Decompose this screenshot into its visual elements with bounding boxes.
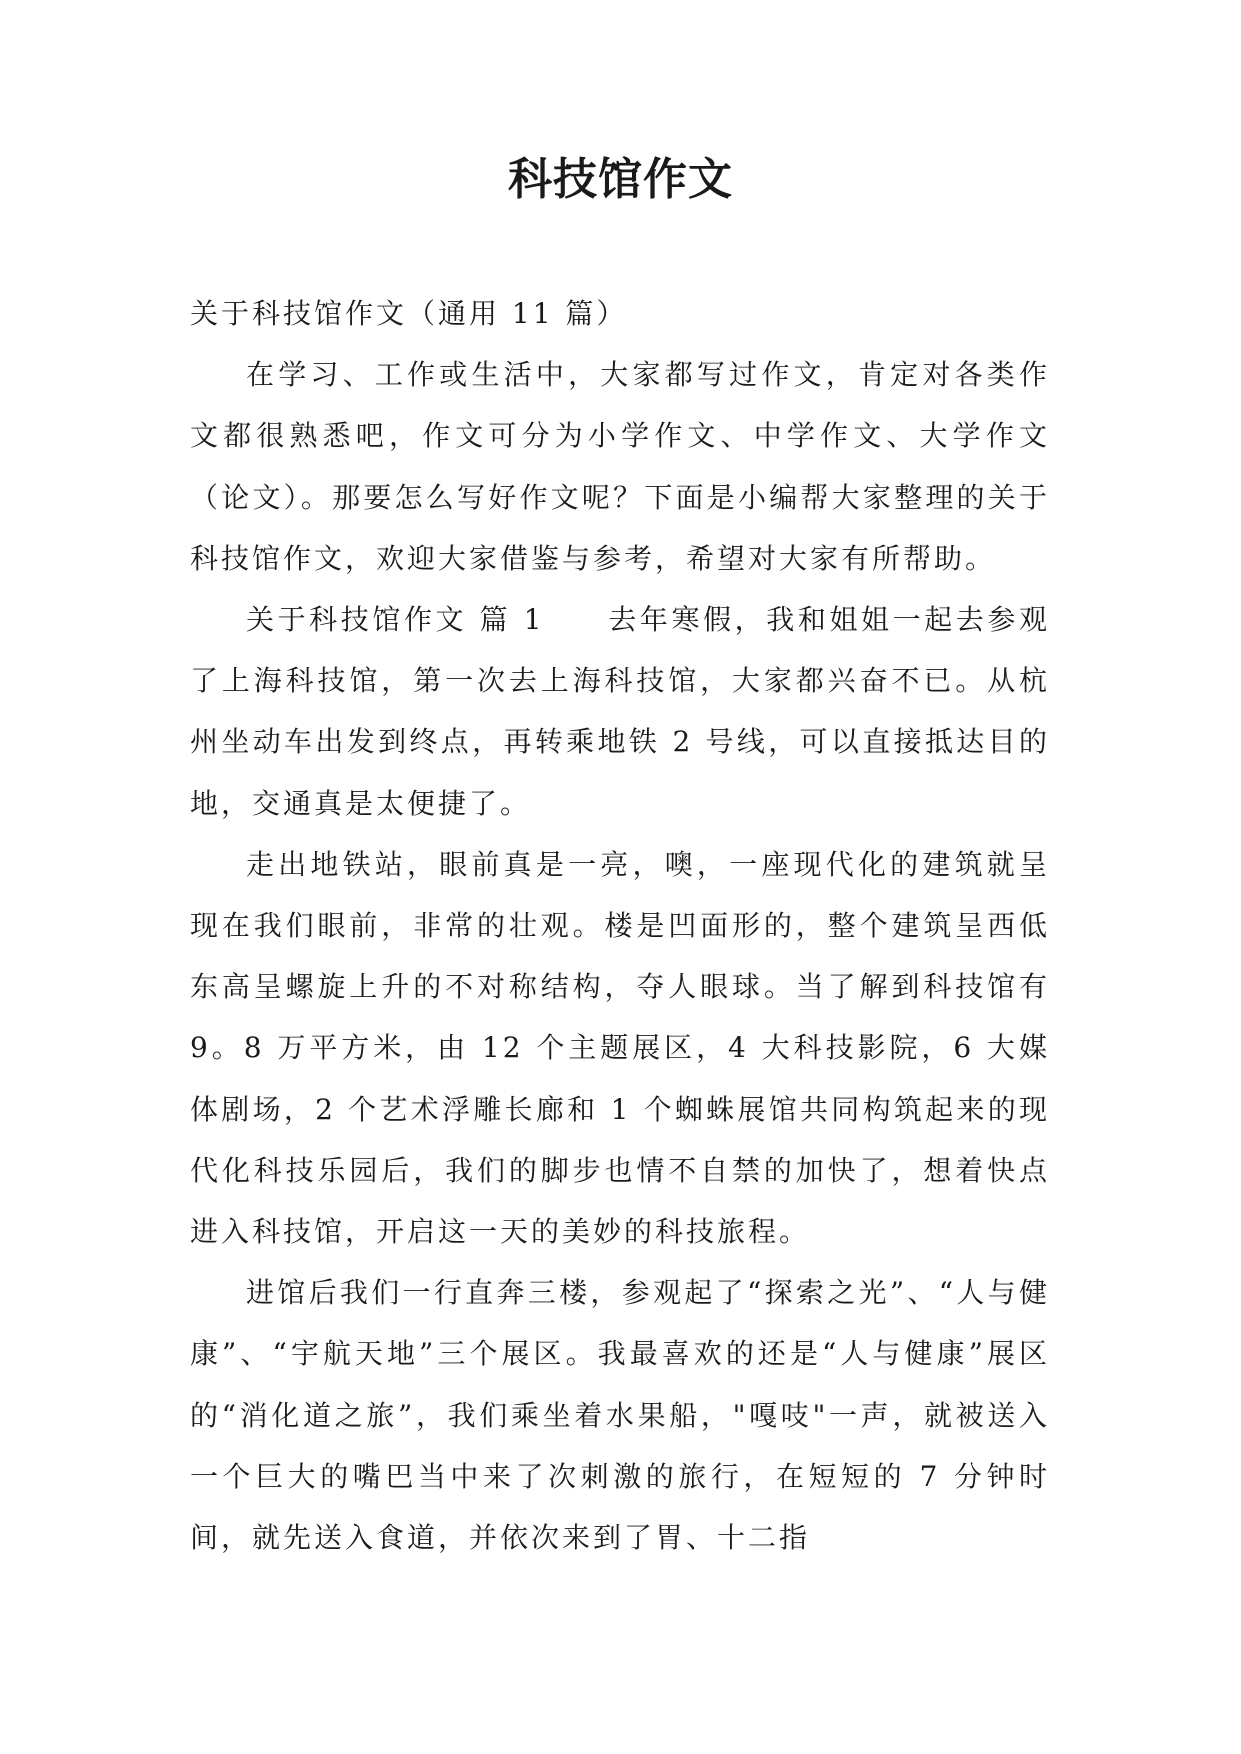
paragraph-essay-1-building: 走出地铁站，眼前真是一亮，噢，一座现代化的建筑就呈现在我们眼前，非常的壮观。楼是凹面形的，整个建筑呈西低东高呈螺旋上升的不对称结构，夺人眼球。当了解到科技馆有 9。8 万平方米，由 12 个主题展区，4 大科技影院，6 大媒体剧场，2 个艺术浮雕长廊和 1 个蜘蛛展馆共同构筑起来的现代化科技乐园后，我们的脚步也情不自禁的加快了，想着快点进入科技馆，开启这一天的美妙的科技旅程。 [190,847,1050,1249]
paragraph-essay-1-opening: 关于科技馆作文 篇 1 去年寒假，我和姐姐一起去参观了上海科技馆，第一次去上海科技馆，大家都兴奋不已。从杭州坐动车出发到终点，再转乘地铁 2 号线，可以直接抵达目的地，交通真是太便捷了。 [190,603,1050,820]
document-subtitle: 关于科技馆作文（通用 11 篇） [190,297,628,330]
document-body [190,283,1050,1568]
paragraph-essay-1-exhibits: 进馆后我们一行直奔三楼，参观起了“探索之光”、“人与健康”、“宇航天地”三个展区。我最喜欢的还是“人与健康”展区的“消化道之旅”，我们乘坐着水果船，"嘎吱"一声，就被送入一个巨大的嘴巴当中来了次刺激的旅行，在短短的 7 分钟时间，就先送入食道，并依次来到了胃、十二指 [190,1276,1050,1555]
document-title: 科技馆作文 [508,154,733,205]
paragraph-intro: 在学习、工作或生活中，大家都写过作文，肯定对各类作文都很熟悉吧，作文可分为小学作文、中学作文、大学作文（论文）。那要怎么写好作文呢？下面是小编帮大家整理的关于科技馆作文，欢迎大家借鉴与参考，希望对大家有所帮助。 [190,358,1050,575]
